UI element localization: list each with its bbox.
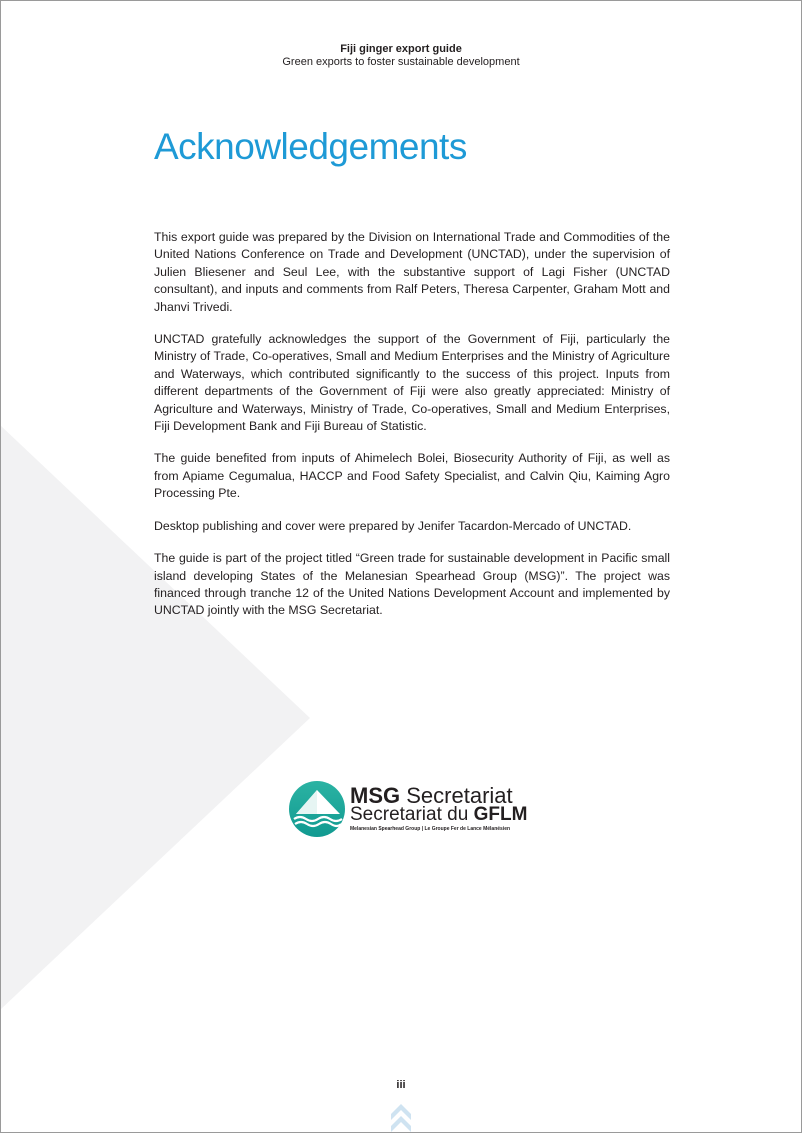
header-title: Fiji ginger export guide [340, 43, 462, 55]
chevron-up-icon [389, 1100, 413, 1133]
logo-secretariat: Secretariat [406, 783, 513, 808]
acknowledgements-body [154, 229, 670, 635]
page-number: iii [396, 1079, 406, 1091]
logo-secretariat-du: Secretariat du [350, 804, 469, 825]
header-subtitle: Green exports to foster sustainable development [282, 56, 520, 68]
logo-msg: MSG [350, 783, 401, 808]
paragraph: Desktop publishing and cover were prepared by Jenifer Tacardon-Mercado of UNCTAD. [154, 518, 632, 533]
running-header [0, 43, 802, 69]
paragraph: The guide is part of the project titled “Green trade for sustainable development in Pacific small island developing States of the Melanesian Spearhead Group (MSG)”. The project was financed through tranche 12 of the United Nations Development Account and implemented by UNCTAD jointly with the MSG Secretariat. [154, 551, 670, 618]
msg-emblem-icon [288, 780, 346, 838]
logo-tagline: Melanesian Spearhead Group | Le Groupe Fer de Lance Mélanésien [350, 826, 511, 832]
paragraph: This export guide was prepared by the Division on International Trade and Commodities of the United Nations Conference on Trade and Development (UNCTAD), under the supervision of Julien Bliesener and Seul Lee, with the substantive support of Lagi Fisher (UNCTAD consultant), and inputs and comments from Ralf Peters, Theresa Carpenter, Graham Mott and Jhanvi Trivedi. [154, 230, 670, 314]
logo-gflm: GFLM [473, 804, 528, 825]
paragraph: UNCTAD gratefully acknowledges the support of the Government of Fiji, particularly the Ministry of Trade, Co-operatives, Small and Medium Enterprises and the Ministry of Agriculture and Waterways, which contributed significantly to the success of this project. Inputs from different departments of the Government of Fiji were also greatly appreciated: Ministry of Agriculture and Waterways, Ministry of Trade, Co-operatives, Small and Medium Enterprises, Fiji Development Bank and Fiji Bureau of Statistic. [154, 332, 670, 434]
paragraph: The guide benefited from inputs of Ahimelech Bolei, Biosecurity Authority of Fiji, as well as from Apiame Cegumalua, HACCP and Food Safety Specialist, and Calvin Qiu, Kaiming Agro Processing Pte. [154, 451, 670, 501]
msg-secretariat-logo [288, 780, 528, 840]
page-title: Acknowledgements [154, 126, 467, 167]
